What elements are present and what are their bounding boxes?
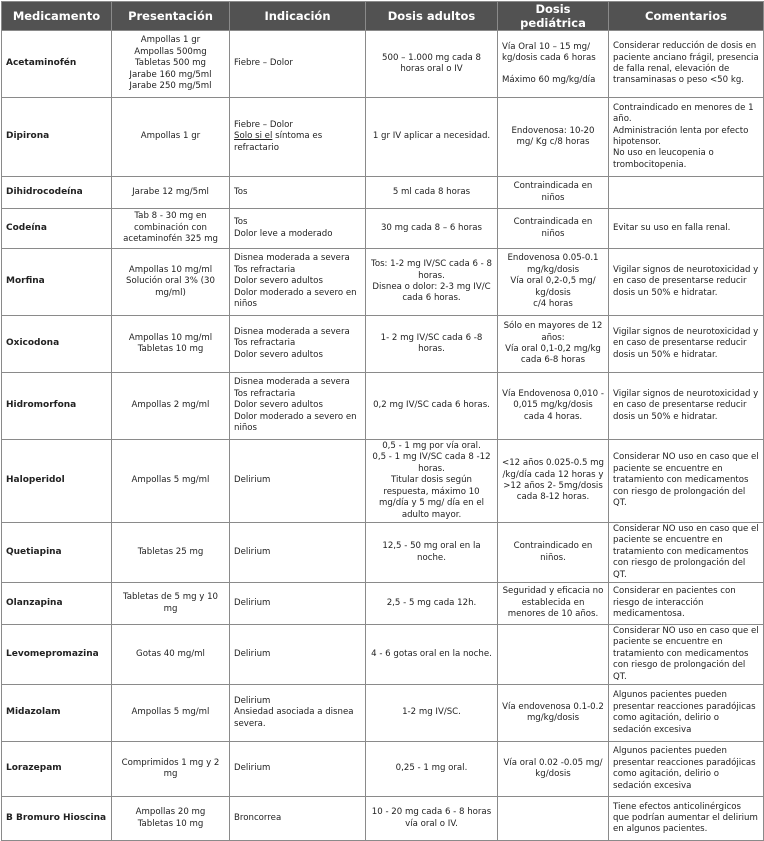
header-dosis-pediatrica: Dosis pediátrica [498, 2, 609, 31]
cell-line: Delirium [234, 546, 271, 557]
cell-comentarios [609, 316, 764, 373]
cell-line: Comprimidos 1 mg y 2 mg [121, 757, 220, 780]
cell-line: 0,2 mg IV/SC cada 6 horas. [373, 400, 490, 411]
cell-line: Disnea moderada a severa [234, 377, 350, 388]
cell-line: Contraindicada en niños [513, 217, 593, 239]
cell-line: Algunos pacientes pueden presentar reacciones paradójicas como agitación, delirio o sedación excesiva [613, 746, 756, 791]
cell-presentacion [112, 177, 230, 209]
cell-line: Delirium [234, 696, 271, 707]
cell-indicacion [230, 797, 366, 841]
cell-comentarios [609, 177, 764, 209]
cell-comentarios [609, 625, 764, 685]
cell-line: Contraindicada en niños [513, 181, 593, 203]
cell-line: Dolor severo adultos [234, 276, 323, 287]
table-row [2, 522, 764, 582]
cell-line: 5 ml cada 8 horas [392, 186, 471, 197]
cell-dosis-pediatrica [498, 797, 609, 841]
cell-line: Administración lenta por efecto hipotensor. [613, 125, 749, 147]
cell-dosis-adultos [366, 522, 498, 582]
cell-line: Contraindicado en niños. [513, 541, 593, 563]
cell-line: c/4 horas [533, 299, 573, 310]
cell-line: Contraindicado en menores de 1 año. [613, 102, 754, 125]
cell-presentacion [112, 685, 230, 742]
cell-line: Tos [234, 186, 248, 197]
cell-medicamento: Morfina [2, 249, 112, 316]
cell-medicamento: Levomepromazina [2, 625, 112, 685]
cell-line: Delirium [234, 648, 271, 659]
table-row [2, 209, 764, 249]
table-row [2, 31, 764, 98]
cell-line: 1-2 mg IV/SC. [402, 707, 461, 718]
cell-line: Dolor moderado a severo en niños [234, 287, 357, 310]
header-medicamento: Medicamento [2, 2, 112, 31]
cell-dosis-pediatrica [498, 249, 609, 316]
cell-medicamento: Lorazepam [2, 742, 112, 797]
cell-line: 0,5 - 1 mg por vía oral. [382, 441, 481, 451]
cell-line: Evitar su uso en falla renal. [613, 222, 731, 233]
cell-line: 4 - 6 gotas oral en la noche. [371, 648, 492, 659]
cell-line: Dolor severo adultos [234, 349, 323, 360]
cell-medicamento: Oxicodona [2, 316, 112, 373]
cell-line: Broncorrea [234, 812, 282, 823]
cell-dosis-pediatrica [498, 316, 609, 373]
header-comentarios: Comentarios [609, 2, 764, 31]
cell-line: Dolor severo adultos [234, 400, 323, 411]
table-row [2, 797, 764, 841]
cell-line: <12 años 0.025-0.5 mg /kg/día cada 12 horas y >12 años 2- 5mg/dosis cada 8-12 horas. [502, 458, 604, 503]
table-row [2, 316, 764, 373]
cell-indicacion [230, 177, 366, 209]
cell-line: Tos [234, 217, 248, 228]
cell-dosis-adultos [366, 742, 498, 797]
cell-line: Tos refractaria [234, 338, 296, 349]
table-row [2, 685, 764, 742]
cell-line: Ampollas 5 mg/ml [131, 707, 210, 718]
cell-line: Considerar reducción de dosis en paciente anciano frágil, presencia de falla renal, elevación de transaminasas o peso <50 kg. [613, 41, 759, 86]
cell-medicamento: Midazolam [2, 685, 112, 742]
cell-line: 1- 2 mg IV/SC cada 6 -8 horas. [380, 332, 483, 354]
cell-dosis-adultos [366, 177, 498, 209]
cell-presentacion [112, 209, 230, 249]
cell-line: Algunos pacientes pueden presentar reacciones paradójicas como agitación, delirio o sedación excesiva [613, 690, 756, 735]
cell-dosis-pediatrica [498, 177, 609, 209]
cell-dosis-adultos [366, 583, 498, 625]
cell-dosis-pediatrica [498, 440, 609, 523]
cell-presentacion [112, 316, 230, 373]
cell-line: Vía oral 0,2-0,5 mg/ kg/dosis [510, 276, 596, 298]
cell-line: Disnea moderada a severa [234, 326, 350, 337]
header-indicacion: Indicación [230, 2, 366, 31]
cell-medicamento: Olanzapina [2, 583, 112, 625]
cell-line: Ampollas 10 mg/ml [128, 332, 213, 343]
cell-dosis-adultos [366, 209, 498, 249]
cell-line: Tab 8 - 30 mg en combinación con acetaminofén 325 mg [123, 211, 218, 245]
cell-presentacion [112, 625, 230, 685]
cell-line: Ampollas 5 mg/ml [131, 475, 210, 486]
cell-line: Tos refractaria [234, 388, 296, 399]
table-row [2, 625, 764, 685]
cell-line: Fiebre – Dolor [234, 58, 293, 69]
cell-comentarios [609, 742, 764, 797]
cell-indicacion [230, 98, 366, 177]
cell-line: Máximo 60 mg/kg/día [502, 74, 596, 85]
cell-comentarios [609, 249, 764, 316]
cell-line: Jarabe 12 mg/5ml [132, 186, 209, 197]
cell-indicacion [230, 440, 366, 523]
cell-line: Tos refractaria [234, 264, 296, 275]
cell-dosis-pediatrica [498, 209, 609, 249]
cell-comentarios [609, 583, 764, 625]
cell-gap [502, 65, 604, 75]
cell-presentacion [112, 522, 230, 582]
cell-indicacion [230, 373, 366, 440]
cell-presentacion [112, 797, 230, 841]
cell-comentarios [609, 209, 764, 249]
cell-indicacion [230, 522, 366, 582]
cell-comentarios [609, 522, 764, 582]
cell-line: Tabletas 25 mg [137, 546, 204, 557]
cell-dosis-adultos [366, 373, 498, 440]
cell-line: Delirium [234, 597, 271, 608]
cell-indicacion [230, 685, 366, 742]
cell-line: Sólo en mayores de 12 años: [503, 321, 603, 343]
cell-comentarios [609, 440, 764, 523]
cell-line: No uso en leucopenia o trombocitopenia. [613, 148, 714, 170]
table-row [2, 249, 764, 316]
cell-presentacion [112, 742, 230, 797]
cell-line: Dolor moderado a severo en niños [234, 411, 357, 434]
underlined-text: Solo si el [234, 131, 273, 142]
cell-comentarios [609, 685, 764, 742]
header-dosis-adultos: Dosis adultos [366, 2, 498, 31]
table-row [2, 373, 764, 440]
cell-medicamento: B Bromuro Hioscina [2, 797, 112, 841]
cell-line: Tabletas de 5 mg y 10 mg [122, 592, 219, 614]
cell-dosis-adultos [366, 440, 498, 523]
cell-comentarios [609, 31, 764, 98]
cell-dosis-adultos [366, 685, 498, 742]
cell-line: 12,5 - 50 mg oral en la noche. [382, 541, 481, 563]
cell-indicacion [230, 249, 366, 316]
cell-indicacion [230, 209, 366, 249]
cell-line: Vigilar signos de neurotoxicidad y en caso de presentarse reducir dosis un 50% e hidratar. [613, 388, 759, 422]
cell-line: Titular dosis según respuesta, máximo 10 mg/día y 5 mg/ día en el adulto mayor. [378, 475, 484, 520]
cell-line: Tabletas 500 mg [134, 58, 207, 69]
cell-line: Considerar en pacientes con riesgo de interacción medicamentosa. [613, 586, 736, 620]
table-row [2, 583, 764, 625]
table-row [2, 440, 764, 523]
cell-presentacion [112, 31, 230, 98]
cell-line: 500 – 1.000 mg cada 8 horas oral o IV [382, 52, 481, 74]
cell-medicamento: Quetiapina [2, 522, 112, 582]
cell-presentacion [112, 249, 230, 316]
cell-medicamento: Codeína [2, 209, 112, 249]
cell-comentarios [609, 373, 764, 440]
cell-line: Ampollas 2 mg/ml [131, 400, 210, 411]
cell-comentarios [609, 797, 764, 841]
cell-line: 0,5 - 1 mg IV/SC cada 8 -12 horas. [372, 452, 491, 474]
header-presentacion: Presentación [112, 2, 230, 31]
cell-line: Endovenosa 0.05-0.1 mg/kg/dosis [507, 253, 599, 275]
cell-dosis-adultos [366, 98, 498, 177]
cell-presentacion [112, 373, 230, 440]
cell-line: Delirium [234, 475, 271, 486]
cell-indicacion [230, 316, 366, 373]
cell-presentacion [112, 440, 230, 523]
cell-dosis-adultos [366, 797, 498, 841]
cell-medicamento: Haloperidol [2, 440, 112, 523]
cell-dosis-pediatrica [498, 373, 609, 440]
cell-dosis-pediatrica [498, 98, 609, 177]
cell-line: Considerar NO uso en caso que el paciente se encuentre en tratamiento con medicamentos con riesgo de prolongación del QT. [613, 452, 759, 509]
cell-line: 1 gr IV aplicar a necesidad. [372, 131, 491, 142]
cell-dosis-adultos [366, 316, 498, 373]
cell-line: Solo si el síntoma es refractario [234, 131, 323, 153]
cell-dosis-adultos [366, 625, 498, 685]
cell-line: Disnea o dolor: 2-3 mg IV/C cada 6 horas. [372, 282, 491, 304]
cell-dosis-pediatrica [498, 625, 609, 685]
cell-line: Solución oral 3% (30 mg/ml) [126, 276, 215, 298]
cell-line: Considerar NO uso en caso que el paciente se encuentre en tratamiento con medicamentos con riesgo de prolongación del QT. [613, 626, 759, 682]
cell-dosis-pediatrica [498, 31, 609, 98]
cell-line: 0,25 - 1 mg oral. [395, 763, 468, 774]
cell-dosis-pediatrica [498, 583, 609, 625]
cell-line: Jarabe 160 mg/5ml [129, 69, 212, 80]
cell-line: Tabletas 10 mg [137, 818, 204, 829]
medication-table [1, 1, 764, 841]
cell-line: Tos: 1-2 mg IV/SC cada 6 - 8 horas. [371, 259, 492, 281]
cell-line: Ampollas 20 mg [135, 807, 206, 818]
table-row [2, 177, 764, 209]
cell-medicamento: Dipirona [2, 98, 112, 177]
cell-dosis-pediatrica [498, 685, 609, 742]
cell-line: Vía Oral 10 – 15 mg/ kg/dosis cada 6 horas [502, 41, 596, 64]
cell-line: Endovenosa: 10-20 mg/ Kg c/8 horas [511, 125, 595, 147]
cell-presentacion [112, 583, 230, 625]
cell-line: Gotas 40 mg/ml [136, 648, 205, 659]
cell-line: Vía endovenosa 0.1-0.2 mg/kg/dosis [502, 701, 604, 724]
cell-line: Considerar NO uso en caso que el paciente se encuentre en tratamiento con medicamentos con riesgo de prolongación del QT. [613, 523, 759, 580]
cell-line: 10 - 20 mg cada 6 - 8 horas vía oral o IV. [371, 807, 492, 829]
cell-medicamento: Hidromorfona [2, 373, 112, 440]
cell-presentacion [112, 98, 230, 177]
cell-indicacion [230, 742, 366, 797]
cell-line: Disnea moderada a severa [234, 253, 350, 264]
cell-medicamento: Acetaminofén [2, 31, 112, 98]
cell-indicacion [230, 625, 366, 685]
cell-dosis-pediatrica [498, 742, 609, 797]
cell-line: Delirium [234, 763, 271, 774]
header-row [2, 2, 764, 31]
table-row [2, 98, 764, 177]
cell-line: Tiene efectos anticolinérgicos que podrían aumentar el delirium en algunos pacientes. [613, 801, 758, 835]
cell-line: Vía oral 0.02 -0.05 mg/ kg/dosis [503, 757, 603, 780]
table-row [2, 742, 764, 797]
cell-line: Vía Endovenosa 0,010 - 0,015 mg/kg/dosis cada 4 horas. [502, 388, 604, 422]
cell-comentarios [609, 98, 764, 177]
cell-line: Dolor leve a moderado [234, 228, 333, 239]
cell-line: Seguridad y eficacia no establecida en menores de 10 años. [502, 586, 604, 620]
cell-line: Ampollas 10 mg/ml [128, 264, 213, 275]
cell-line: Ampollas 1 gr [140, 131, 201, 142]
cell-indicacion [230, 31, 366, 98]
cell-line: Vía oral 0,1-0,2 mg/kg cada 6-8 horas [505, 344, 601, 366]
cell-line: 30 mg cada 8 – 6 horas [380, 222, 483, 233]
cell-line: Ampollas 1 gr [140, 35, 201, 46]
cell-indicacion [230, 583, 366, 625]
cell-dosis-adultos [366, 249, 498, 316]
cell-line: Fiebre – Dolor [234, 119, 293, 130]
cell-line: Ansiedad asociada a disnea severa. [234, 707, 354, 729]
cell-line: Vigilar signos de neurotoxicidad y en caso de presentarse reducir dosis un 50% e hidratar. [613, 264, 759, 298]
cell-line: 2,5 - 5 mg cada 12h. [386, 597, 477, 608]
cell-line: Jarabe 250 mg/5ml [129, 81, 212, 92]
cell-line: Ampollas 500mg [134, 46, 207, 57]
cell-line: Tabletas 10 mg [137, 344, 204, 354]
cell-medicamento: Dihidrocodeína [2, 177, 112, 209]
cell-dosis-adultos [366, 31, 498, 98]
cell-dosis-pediatrica [498, 522, 609, 582]
cell-line: Vigilar signos de neurotoxicidad y en caso de presentarse reducir dosis un 50% e hidratar. [613, 326, 759, 360]
